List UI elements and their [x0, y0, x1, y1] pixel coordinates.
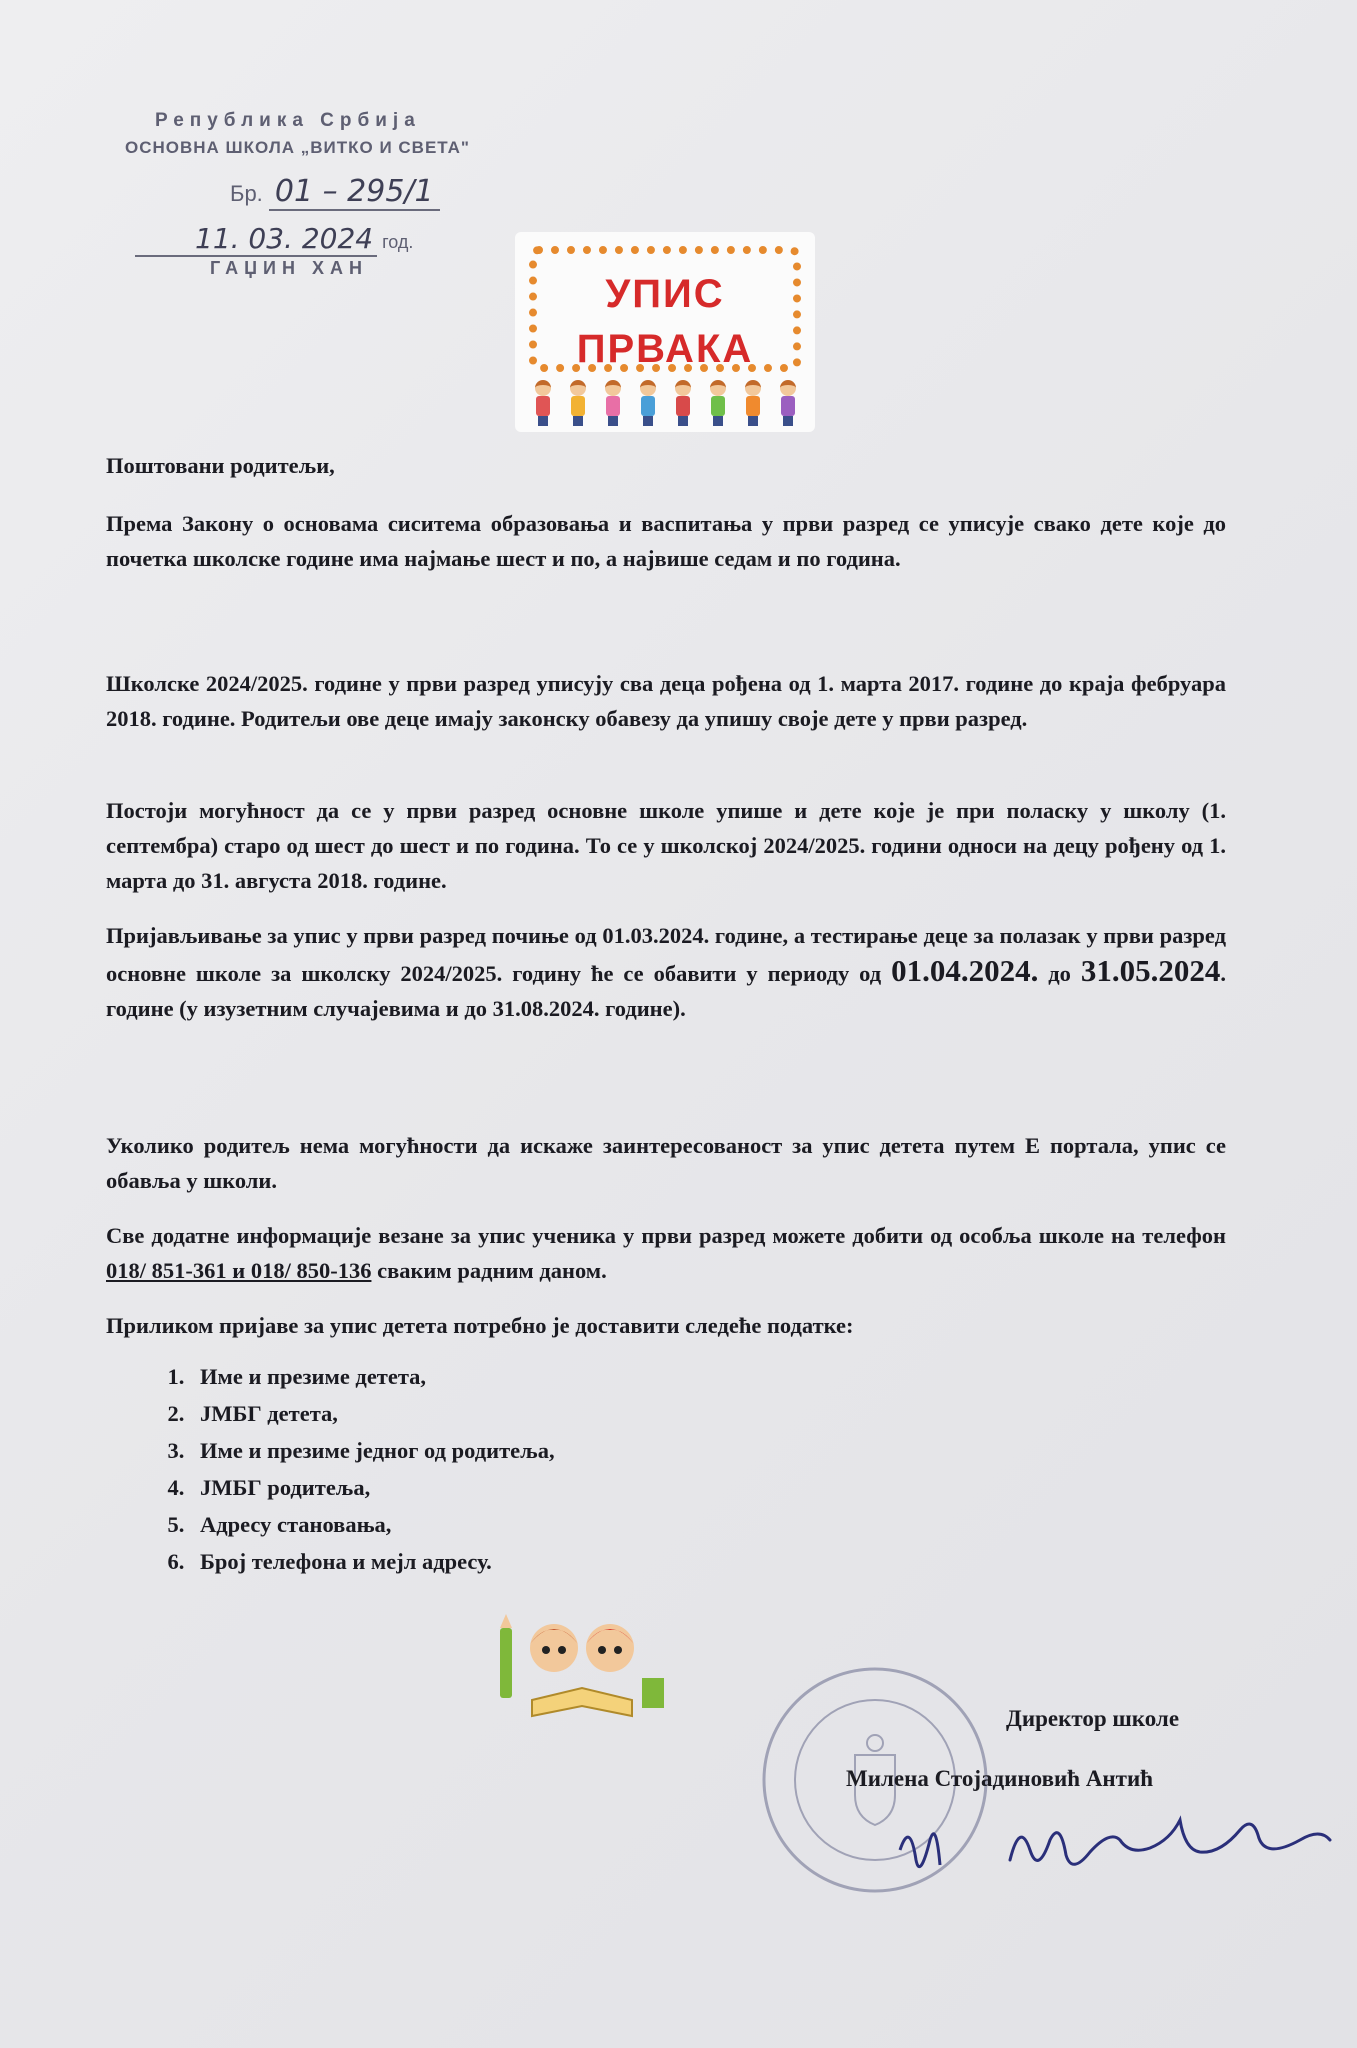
list-item: 3. Име и презиме једног од родитеља, [190, 1432, 555, 1469]
list-item: 2. ЈМБГ детета, [190, 1395, 555, 1432]
registry-stamp [125, 110, 485, 280]
director-signature [880, 1780, 1340, 1890]
kid-figure [744, 380, 762, 426]
phone-numbers: 018/ 851-361 и 018/ 850-136 [106, 1258, 372, 1283]
p6-text-a: Све додатне информације везане за упис ученика у први разред можете добити од особља школе на телефон [106, 1223, 1226, 1248]
banner-line-1: УПИС [605, 272, 725, 316]
kid-figure [674, 380, 692, 426]
stamp-town: ГАЏИН ХАН [210, 258, 368, 278]
list-item: 1. Име и презиме детета, [190, 1358, 555, 1395]
kid-figure [534, 380, 552, 426]
stamp-date: 11. 03. 2024 [135, 222, 377, 257]
paragraph-contact [106, 1218, 1226, 1288]
list-item: 4. ЈМБГ родитеља, [190, 1469, 555, 1506]
stamp-date-row [135, 222, 413, 255]
director-title: Директор школе [1006, 1706, 1180, 1731]
kid-figure [569, 380, 587, 426]
list-item: 5. Адресу становања, [190, 1506, 555, 1543]
stamp-number-prefix: Бр. [230, 181, 263, 206]
paragraph-school-year: Школске 2024/2025. године у први разред уписују сва деца рођена од 1. марта 2017. године до краја фебруара 2018. године. Родитељи ове деце имају законску обавезу да упишу своје дете у први разред. [106, 671, 1226, 731]
testing-start-date: 01.04.2024. [891, 953, 1039, 988]
paragraph-required-data: Приликом пријаве за упис детета потребно је доставити следеће податке: [106, 1313, 854, 1338]
paragraph-early-enrollment: Постоји могућност да се у први разред основне школе упише и дете које је при поласку у школу (1. септембра) старо од шест до шест и по година. То се у школској 2024/2025. години односи на децу рођену од 1. марта до 31. августа 2018. године. [106, 798, 1226, 893]
stamp-number-row [230, 174, 440, 209]
kid-figure [779, 380, 797, 426]
paragraph-registration-dates [106, 918, 1226, 1026]
paragraph-e-portal: Уколико родитељ нема могућности да искаже заинтересованост за упис детета путем Е портала, упис се обавља у школи. [106, 1133, 1226, 1193]
kid-figure [604, 380, 622, 426]
p4-text-b: до [1038, 961, 1081, 986]
banner-kids-illustration [525, 376, 805, 426]
list-item: 6. Број телефона и мејл адресу. [190, 1543, 555, 1580]
testing-end-date: 31.05.2024 [1080, 953, 1221, 988]
banner-line-2: ПРВАКА [576, 327, 754, 371]
enrollment-banner [515, 232, 815, 432]
kid-figure [639, 380, 657, 426]
stamp-number: 01 – 295/1 [269, 174, 440, 211]
greeting: Поштовани родитељи, [106, 453, 335, 478]
stamp-country: Република Србија [155, 110, 421, 131]
kid-figure [709, 380, 727, 426]
stamp-school: ОСНОВНА ШКОЛА „ВИТКО И СВЕТА" [125, 138, 470, 157]
requirements-list [106, 1358, 555, 1580]
p6-text-b: сваким радним даном. [371, 1258, 607, 1283]
kids-reading-clipart [492, 1608, 672, 1728]
director-name: Милена Стојадиновић Антић [846, 1766, 1154, 1791]
p4-text-a: Пријављивање за упис у први разред почиње од 01.03.2024. године, а тестирање деце за полазак у први разред основне школе за школску 2024/2025. годину ће се обавити у периоду од [106, 923, 1226, 986]
paragraph-law: Према Закону о основама сиситема образовања и васпитања у први разред се уписује свако дете које до почетка школске године има најмање шест и по, а највише седам и по година. [106, 511, 1226, 571]
p4-text-c: . године (у изузетним случајевима и до 31.08.2024. године). [106, 961, 1226, 1021]
stamp-date-suffix: год. [382, 232, 414, 252]
